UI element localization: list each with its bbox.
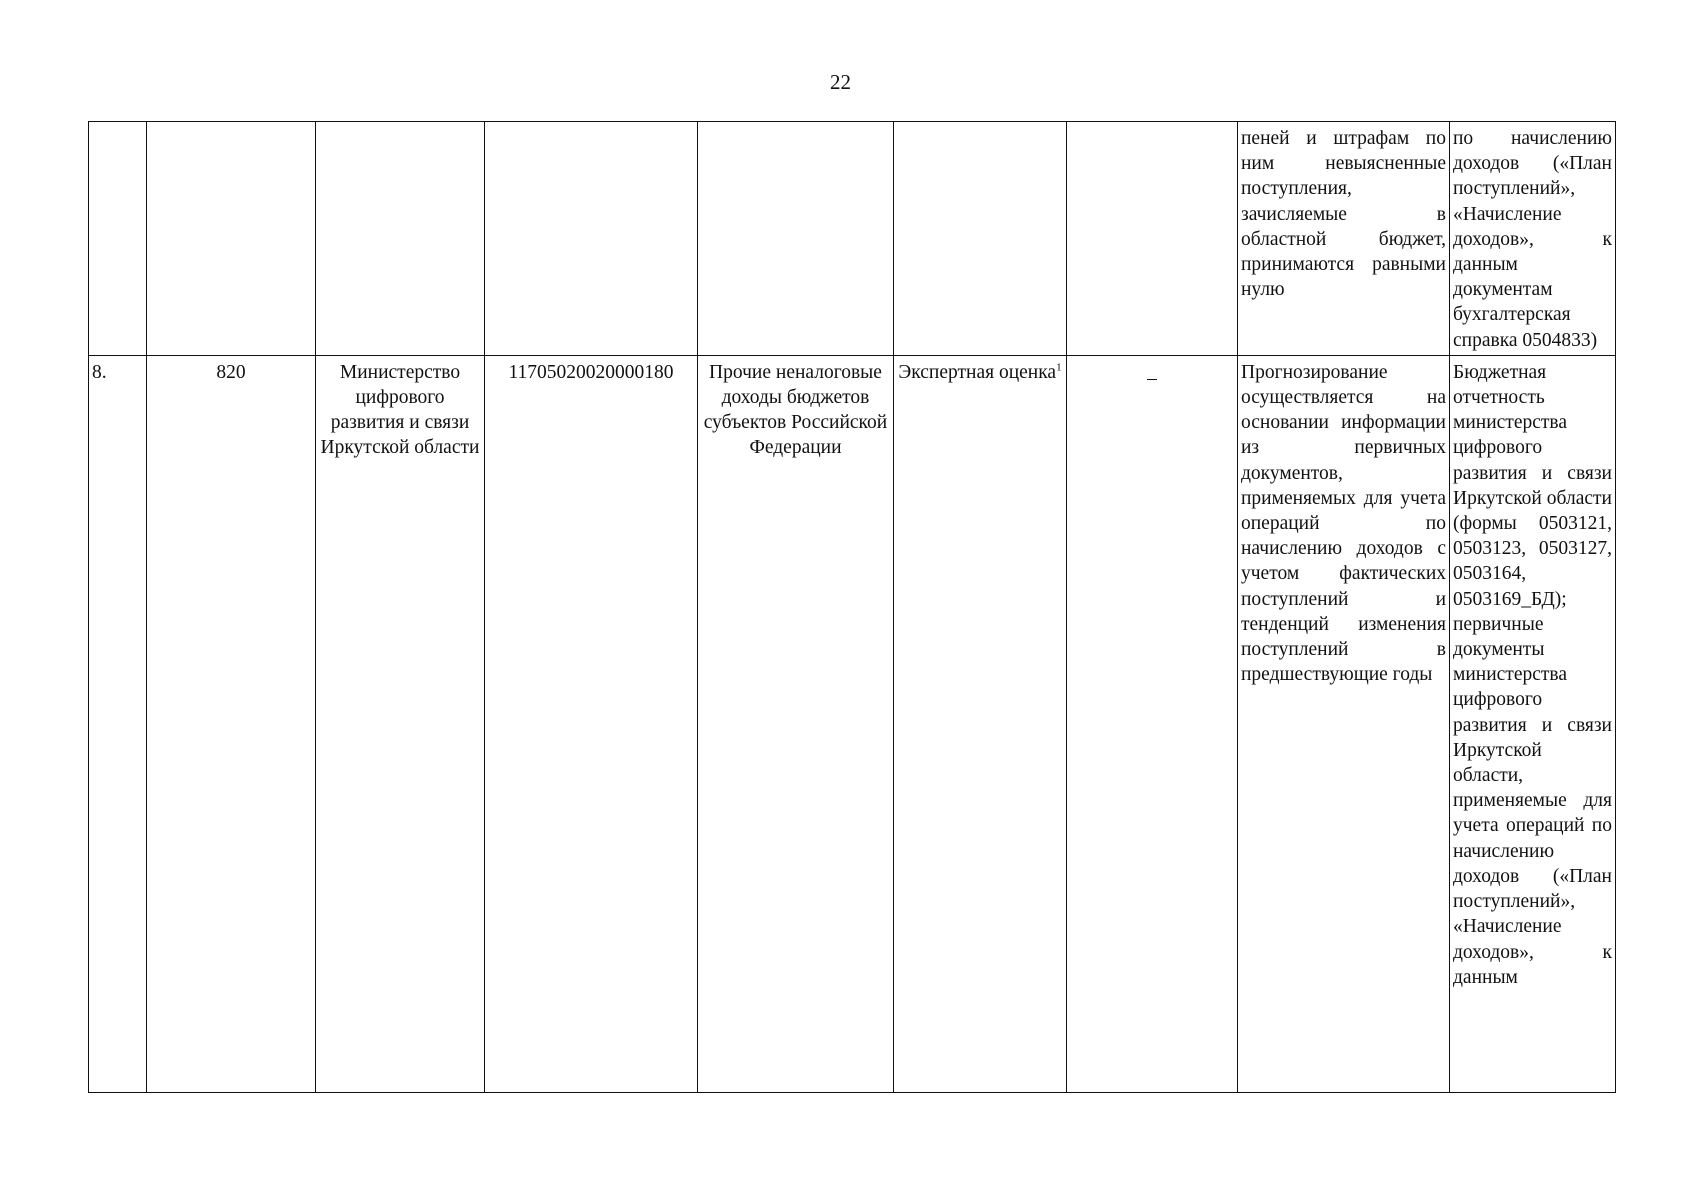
cell-admin-code bbox=[147, 355, 316, 1092]
cell-sources bbox=[1450, 122, 1616, 356]
table-row bbox=[89, 355, 1616, 1092]
cell-method bbox=[894, 122, 1067, 356]
sources-text: Бюджетная отчетность министерства цифрового развития и связи Иркутской области (формы 0503121, 0503123, 0503127, 0503164, 0503169_БД); первичные документы министерства цифрового развития и связи Иркутской области, применяемые для учета операций по начислению доходов («План поступлений», «Начисление доходов», к данным bbox=[1453, 361, 1612, 988]
admin-code: 820 bbox=[216, 361, 246, 383]
cell-sources bbox=[1450, 355, 1616, 1092]
method-text: Экспертная оценка bbox=[898, 361, 1057, 383]
formula-dash: – bbox=[1147, 367, 1157, 389]
cell-algorithm bbox=[1238, 122, 1450, 356]
income-name: Прочие неналоговые доходы бюджетов субъектов Российской Федерации bbox=[703, 361, 888, 459]
kbk-code: 11705020020000180 bbox=[508, 361, 674, 383]
sources-text: по начислению доходов («План поступлений», «Начисление доходов», к данным документам бухгалтерская справка 0504833) bbox=[1453, 128, 1612, 351]
cell-method bbox=[894, 355, 1067, 1092]
algorithm-text: Прогнозирование осуществляется на основании информации из первичных документов, применяемых для учета операций по начислению доходов с учетом фактических поступлений и тенденций изменения поступлений в предшествующие годы bbox=[1241, 361, 1446, 686]
table-row bbox=[89, 122, 1616, 356]
cell-kbk bbox=[485, 355, 698, 1092]
cell-income-name bbox=[698, 122, 894, 356]
cell-admin-code bbox=[147, 122, 316, 356]
footnote-marker: 1 bbox=[1056, 361, 1062, 374]
cell-num bbox=[89, 122, 147, 356]
revenue-forecast-table bbox=[88, 121, 1616, 1093]
row-number: 8. bbox=[92, 361, 107, 383]
cell-algorithm bbox=[1238, 355, 1450, 1092]
cell-kbk bbox=[485, 122, 698, 356]
page-number: 22 bbox=[830, 70, 851, 94]
cell-income-name bbox=[698, 355, 894, 1092]
cell-num bbox=[89, 355, 147, 1092]
cell-formula bbox=[1067, 122, 1238, 356]
cell-admin-name bbox=[316, 355, 485, 1092]
algorithm-text: пеней и штрафам по ним невыясненные поступления, зачисляемые в областной бюджет, принимаются равными нулю bbox=[1241, 128, 1446, 301]
cell-admin-name bbox=[316, 122, 485, 356]
admin-name: Министерство цифрового развития и связи Иркутской области bbox=[320, 361, 480, 459]
cell-formula bbox=[1067, 355, 1238, 1092]
